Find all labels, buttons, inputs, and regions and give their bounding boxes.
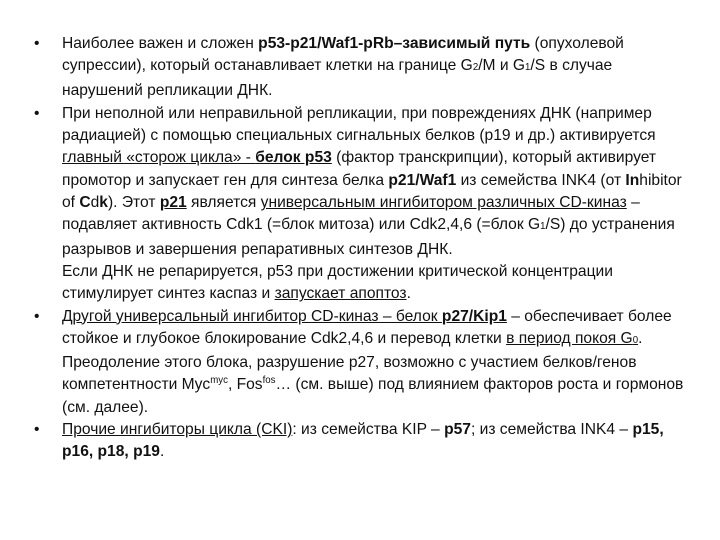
text-run: . Преодоление этого блока, разрушение p27, возможно с участием белков/генов компетентности Myc xyxy=(62,329,643,394)
text-run: ; из семейства INK4 – xyxy=(470,421,633,439)
text-run: d xyxy=(90,194,100,212)
text-run: (опухолевой супрессии), который останавливает клетки на границе G xyxy=(62,35,624,75)
text-run: Если ДНК не репарируется, p53 при достижении критической концентрации стимулирует синтез каспаз и xyxy=(62,262,613,303)
text-run: /M и G xyxy=(478,57,526,75)
text-run: – подавляет активность Cdk1 (=блок митоза) или Cdk2,4,6 (=блок G xyxy=(62,194,640,234)
emphasis-letter: k xyxy=(99,194,108,212)
text-run: (фактор транскрипции), который активирует промотор и запускает ген для синтеза белка xyxy=(62,149,657,189)
text-run: Наиболее важен и сложен xyxy=(62,35,259,52)
bullet-icon: • xyxy=(34,307,40,325)
bullet-icon: • xyxy=(34,35,40,52)
text-run: ). Этот xyxy=(107,194,160,212)
text-run: . xyxy=(159,443,165,461)
subscript: 2 xyxy=(472,62,479,74)
text-run: из семейства INK4 (от xyxy=(456,171,626,189)
bullet-item-cki xyxy=(34,419,690,464)
guardian-phrase: главный «сторож цикла» - xyxy=(62,149,256,167)
text-run: : из семейства KIP – xyxy=(292,421,445,439)
text-run: … (см. выше) под влиянием факторов роста и гормонов (см. далее). xyxy=(62,376,684,416)
emphasis-letter: C xyxy=(79,194,91,212)
text-run: При неполной или неправильной репликации, при повреждениях ДНК (например радиацией) с помощью специальных сигнальных белков (p19 и др.) активируется xyxy=(62,104,656,145)
bullet-item-p27 xyxy=(34,306,690,419)
text-run: /S) до устранения разрывов и завершения репаративных синтезов ДНК. xyxy=(62,216,675,258)
bullet-item-p53-guardian xyxy=(34,103,690,306)
universal-inhibitor-phrase: универсальным ингибитором различных CD-киназ xyxy=(260,194,627,212)
p21-term: p21/Waf1 xyxy=(388,171,457,189)
bullet-item-p53-pathway xyxy=(34,33,690,102)
emphasis-letters: In xyxy=(625,171,640,189)
superscript: myc xyxy=(210,375,228,387)
g0-phrase: в период покоя G xyxy=(506,329,633,347)
superscript: fos xyxy=(262,375,276,387)
p27-term: p27/Kip1 xyxy=(441,307,507,325)
subscript: 1 xyxy=(525,62,531,74)
p53-protein-term: белок p53 xyxy=(255,149,332,167)
text-run: – обеспечивает более стойкое и глубокое блокирование Cdk2,4,6 и перевод клетки xyxy=(62,307,672,347)
p21-underlined-term: p21 xyxy=(159,194,187,212)
text-run: /S в случае нарушений репликации ДНК. xyxy=(62,57,613,99)
pathway-name: p53-p21/Waf1-pRb–зависимый путь xyxy=(258,35,531,52)
text-run: , Fos xyxy=(227,376,263,394)
bullet-icon: • xyxy=(34,104,40,122)
text-run: hibitor of xyxy=(62,171,682,212)
cki-phrase: Прочие ингибиторы цикла (CKI) xyxy=(62,421,293,439)
bullet-icon: • xyxy=(34,421,40,439)
g0-subscript: 0 xyxy=(632,334,639,346)
p57-term: p57 xyxy=(444,421,471,439)
subscript: 1 xyxy=(540,221,546,233)
bullet-list xyxy=(34,33,690,464)
other-inhibitor-phrase: Другой универсальный ингибитор CD-киназ – белок xyxy=(62,307,442,325)
ink4-members: p15, p16, p18, p19 xyxy=(62,421,664,461)
apoptosis-paragraph xyxy=(62,261,690,306)
text-run: является xyxy=(186,194,261,212)
text-run: . xyxy=(406,285,411,303)
apoptosis-phrase: запускает апоптоз xyxy=(274,285,407,303)
